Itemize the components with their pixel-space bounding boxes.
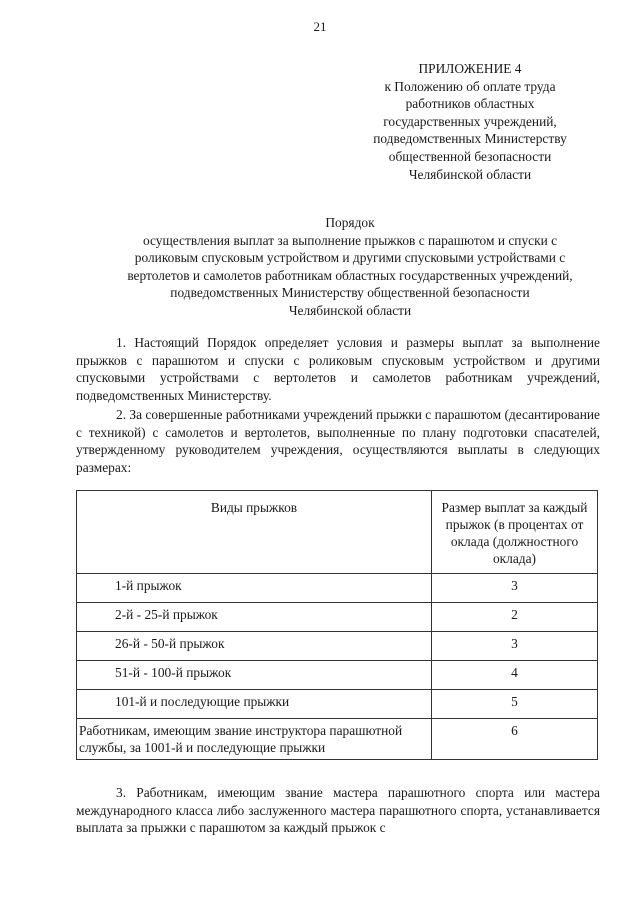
title-line: осуществления выплат за выполнение прыжков с парашютом и спуски с	[142, 232, 558, 248]
payment-value-cell: 2	[432, 603, 598, 632]
appendix-line: государственных учреждений,	[383, 113, 557, 129]
payment-table	[76, 490, 598, 760]
payment-value-cell: 5	[432, 690, 598, 719]
jump-kind-cell: 1-й прыжок	[77, 574, 432, 603]
jump-kind-cell: 51-й - 100-й прыжок	[77, 661, 432, 690]
table-row	[77, 574, 598, 603]
appendix-line: Челябинской области	[408, 166, 532, 182]
appendix-block	[340, 60, 600, 183]
header-jump-kind: Виды прыжков	[77, 491, 432, 574]
table-header-row	[77, 491, 598, 574]
appendix-line: общественной безопасности	[388, 148, 552, 164]
jump-kind-cell: Работникам, имеющим звание инструктора парашютной службы, за 1001-й и последующие прыжки	[77, 719, 432, 760]
payment-value-cell: 3	[432, 632, 598, 661]
table-row	[77, 632, 598, 661]
payment-value-cell: 4	[432, 661, 598, 690]
payment-value-cell: 6	[432, 719, 598, 760]
title-heading: Порядок	[325, 215, 375, 230]
paragraph-1: 1. Настоящий Порядок определяет условия и размеры выплат за выполнение прыжков с парашютом и спуски с роликовым спусковым устройством и другими спусковыми устройствами с вертолетов и самолетов работникам учреждений, подведомственных Министерству.	[76, 335, 600, 403]
header-payment-size: Размер выплат за каждый прыжок (в процентах от оклада (должностного оклада)	[432, 491, 598, 574]
paragraph-2: 2. За совершенные работниками учреждений прыжки с парашютом (десантирование с техникой) с самолетов и вертолетов, выполненные по плану подготовки спасателей, утвержденному руководителем учреждения, осуществляются выплаты в следующих размерах:	[76, 407, 600, 475]
payment-value-cell: 3	[432, 574, 598, 603]
page-number: 21	[313, 19, 327, 34]
title-line: Челябинской области	[288, 302, 412, 318]
title-line: подведомственных Министерству общественной безопасности	[170, 285, 530, 301]
jump-kind-cell: 26-й - 50-й прыжок	[77, 632, 432, 661]
jump-kind-cell: 2-й - 25-й прыжок	[77, 603, 432, 632]
appendix-line: работников областных	[405, 96, 535, 112]
document-title	[80, 214, 620, 320]
table-row	[77, 719, 598, 760]
jump-kind-cell: 101-й и последующие прыжки	[77, 690, 432, 719]
appendix-line: подведомственных Министерству	[373, 131, 567, 147]
table-row	[77, 690, 598, 719]
title-line: вертолетов и самолетов работникам областных государственных учреждений,	[127, 267, 573, 283]
appendix-heading: ПРИЛОЖЕНИЕ 4	[418, 61, 522, 76]
paragraph-3: 3. Работникам, имеющим звание мастера парашютного спорта или мастера международного класса либо заслуженного мастера парашютного спорта, устанавливается выплата за прыжки с парашютом за каждый прыжок с	[76, 785, 600, 835]
table-row	[77, 603, 598, 632]
title-line: роликовым спусковым устройством и другими спусковыми устройствами с	[134, 250, 566, 266]
appendix-line: к Положению об оплате труда	[384, 78, 556, 94]
table-row	[77, 661, 598, 690]
